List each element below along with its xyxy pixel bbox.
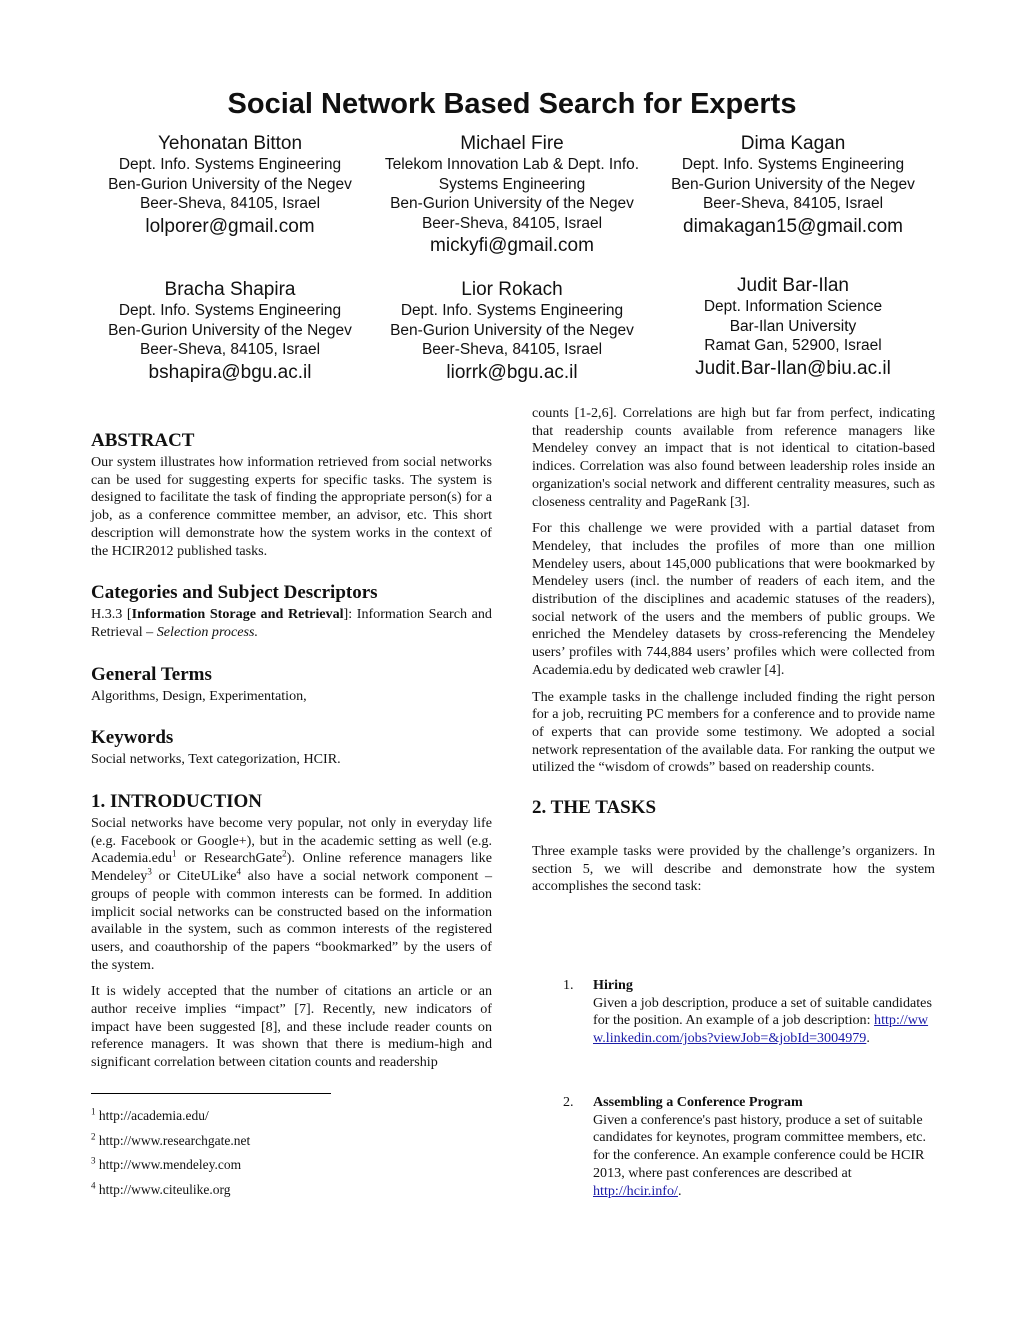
author-affiliation: Ben-Gurion University of the Negev bbox=[108, 175, 352, 193]
author-affiliation: Ben-Gurion University of the Negev bbox=[671, 175, 915, 193]
author-name: Michael Fire bbox=[460, 133, 564, 154]
body-paragraph: For this challenge we were provided with a partial dataset from Mendeley, that includes the profiles of more than one million Mendeley users, about 145,000 publications that were bookmarked by Mendeley users (incl. the number of readers of each item, and the distribution of the disciplines and academic statuses of the readers), social network of the users and the members of public groups. We enriched the Mendeley datasets by cross-referencing the Mendeley users’ profiles with 744,884 users’ profiles which were collected from Academia.edu by dedicated web crawler [4]. bbox=[532, 520, 935, 678]
author-affiliation: Telekom Innovation Lab & Dept. Info. bbox=[384, 156, 640, 173]
author-name: Judit Bar-Ilan bbox=[737, 275, 849, 296]
author-affiliation: Ben-Gurion University of the Negev bbox=[390, 321, 634, 339]
categories-text: H.3.3 [Information Storage and Retrieval]: Information Search and Retrieval – Selection process. bbox=[91, 606, 492, 640]
author-affiliation: Ben-Gurion University of the Negev bbox=[390, 195, 634, 212]
body-paragraph: counts [1-2,6]. Correlations are high but far from perfect, indicating that readership counts available from reference managers like Mendeley convey an impact that is not identical to citation-based indices. Correlation was also found between leadership roles inside an organization's social network and different centrality measures, such as closeness centrality and PageRank [3]. bbox=[532, 405, 935, 510]
author-affiliation: Dept. Info. Systems Engineering bbox=[118, 302, 342, 319]
footnote: $^3$ http://www.mendeley.com bbox=[91, 1155, 242, 1172]
task-item: 1. Hiring Given a job description, produce a set of suitable candidates for the position. An example of a job description: http://www.linkedin.com/jobs?viewJob=&jobId=3004979. bbox=[563, 977, 932, 1047]
left-column bbox=[91, 430, 492, 1081]
author-block bbox=[643, 274, 943, 380]
author-affiliation: Beer-Sheva, 84105, Israel bbox=[139, 195, 321, 212]
author-name: Bracha Shapira bbox=[164, 279, 296, 300]
task-item: 2. Assembling a Conference Program Given a conference's past history, produce a set of suitable candidates for keynotes, program committee members, etc. for the conference. An example conference could be HCIR 2013, where past conferences are described at http://hcir.info/. bbox=[563, 1094, 927, 1199]
author-block bbox=[362, 132, 662, 257]
introduction-paragraph: Social networks have become very popular, not only in everyday life (e.g. Facebook or Google+), but in the academic setting as well (e.g. Academia.edu$^1$ or ResearchGate$^2$). Online reference managers like Mendeley$^3$ or CiteULike$^4$ also have a social network component – groups of people with common interests can be formed. In addition implicit social networks can be constructed based on the information available in the system, such as common interests of the registered users, and coauthorship of the papers “bookmarked” by the users of the system. bbox=[91, 815, 492, 973]
author-name: Lior Rokach bbox=[461, 279, 563, 300]
general-terms-text: Algorithms, Design, Experimentation, bbox=[91, 687, 307, 704]
author-affiliation: Dept. Information Science bbox=[703, 298, 883, 315]
author-email[interactable]: Judit.Bar-Ilan@biu.ac.il bbox=[695, 357, 891, 379]
introduction-heading: 1. INTRODUCTION bbox=[91, 791, 263, 813]
author-affiliation: Ben-Gurion University of the Negev bbox=[108, 321, 352, 339]
author-block bbox=[362, 278, 662, 384]
author-name: Yehonatan Bitton bbox=[157, 133, 303, 154]
author-email[interactable]: dimakagan15@gmail.com bbox=[683, 215, 903, 237]
author-block bbox=[80, 278, 380, 384]
author-affiliation: Beer-Sheva, 84105, Israel bbox=[421, 214, 603, 232]
body-paragraph: The example tasks in the challenge included finding the right person for a job, recruiting PC members for a conference and to provide name of experts that can provide some testimony. We adopted a social network representation of the available data. For ranking the output we utilized the “wisdom of crowds” based on readership counts. bbox=[532, 688, 935, 776]
author-email[interactable]: lolporer@gmail.com bbox=[145, 215, 315, 237]
task-title: Hiring bbox=[593, 977, 633, 993]
task-number: 2. bbox=[563, 1094, 574, 1110]
task-title: Assembling a Conference Program bbox=[593, 1094, 803, 1110]
author-email[interactable]: liorrk@bgu.ac.il bbox=[446, 361, 578, 383]
general-terms-heading: General Terms bbox=[91, 663, 212, 685]
footnote: $^1$ http://academia.edu/ bbox=[91, 1106, 209, 1123]
author-affiliation: Dept. Info. Systems Engineering bbox=[400, 302, 624, 319]
author-affiliation: Dept. Info. Systems Engineering bbox=[681, 156, 905, 173]
task-text: Given a conference's past history, produce a set of suitable candidates for keynotes, program committee members, etc. for the conference. An example conference could be HCIR 2013, where past conferences are described at bbox=[593, 1111, 927, 1181]
body-paragraph: Three example tasks were provided by the challenge’s organizers. In section 5, we will describe and demonstrate how the system accomplishes the second task: bbox=[532, 843, 935, 895]
tasks-heading: 2. THE TASKS bbox=[532, 797, 657, 819]
author-email[interactable]: mickyfi@gmail.com bbox=[430, 235, 594, 256]
author-name: Dima Kagan bbox=[740, 133, 846, 154]
abstract-heading: ABSTRACT bbox=[91, 430, 195, 451]
abstract-text: Our system illustrates how information retrieved from social networks can be used for suggesting experts for specific tasks. The system is designed to facilitate the task of finding the appropriate person(s) for a job, as a conference committee member, an advisor, etc. This short description will demonstrate how the system works in the context of the HCIR2012 published tasks. bbox=[91, 454, 492, 559]
paper-title: Social Network Based Search for Experts bbox=[227, 88, 797, 120]
author-affiliation: Beer-Sheva, 84105, Israel bbox=[421, 341, 603, 358]
task-text: Given a job description, produce a set of suitable candidates for the position. An example of a job description: bbox=[593, 994, 932, 1029]
keywords-text: Social networks, Text categorization, HCIR. bbox=[91, 751, 341, 768]
author-affiliation: Beer-Sheva, 84105, Israel bbox=[139, 341, 321, 358]
author-block bbox=[643, 132, 943, 238]
author-affiliation: Bar-Ilan University bbox=[729, 317, 857, 335]
author-affiliation: Ramat Gan, 52900, Israel bbox=[704, 337, 882, 354]
introduction-paragraph: It is widely accepted that the number of citations an article or an author receive implies “impact” [7]. Recently, new indicators of impact have been suggested [8], and these include reader counts on reference managers. It was shown that there is medium-high and significant correlation between citation counts and readership bbox=[91, 983, 492, 1071]
task-number: 1. bbox=[563, 977, 574, 993]
author-email[interactable]: bshapira@bgu.ac.il bbox=[148, 361, 312, 383]
task-link[interactable]: http://www.linkedin.com/jobs?viewJob=&jobId=3004979 bbox=[593, 1012, 929, 1047]
task-link[interactable]: http://hcir.info/ bbox=[593, 1182, 678, 1199]
author-affiliation: Beer-Sheva, 84105, Israel bbox=[702, 195, 884, 212]
footnote: $^2$ http://www.researchgate.net bbox=[91, 1131, 251, 1148]
footnote: $^4$ http://www.citeulike.org bbox=[91, 1180, 231, 1197]
author-block bbox=[80, 132, 380, 238]
author-affiliation: Systems Engineering bbox=[438, 175, 586, 193]
author-affiliation: Dept. Info. Systems Engineering bbox=[118, 156, 342, 173]
keywords-heading: Keywords bbox=[91, 727, 174, 749]
footnote-rule bbox=[91, 1093, 331, 1094]
right-column bbox=[532, 405, 935, 905]
categories-heading: Categories and Subject Descriptors bbox=[91, 582, 378, 604]
